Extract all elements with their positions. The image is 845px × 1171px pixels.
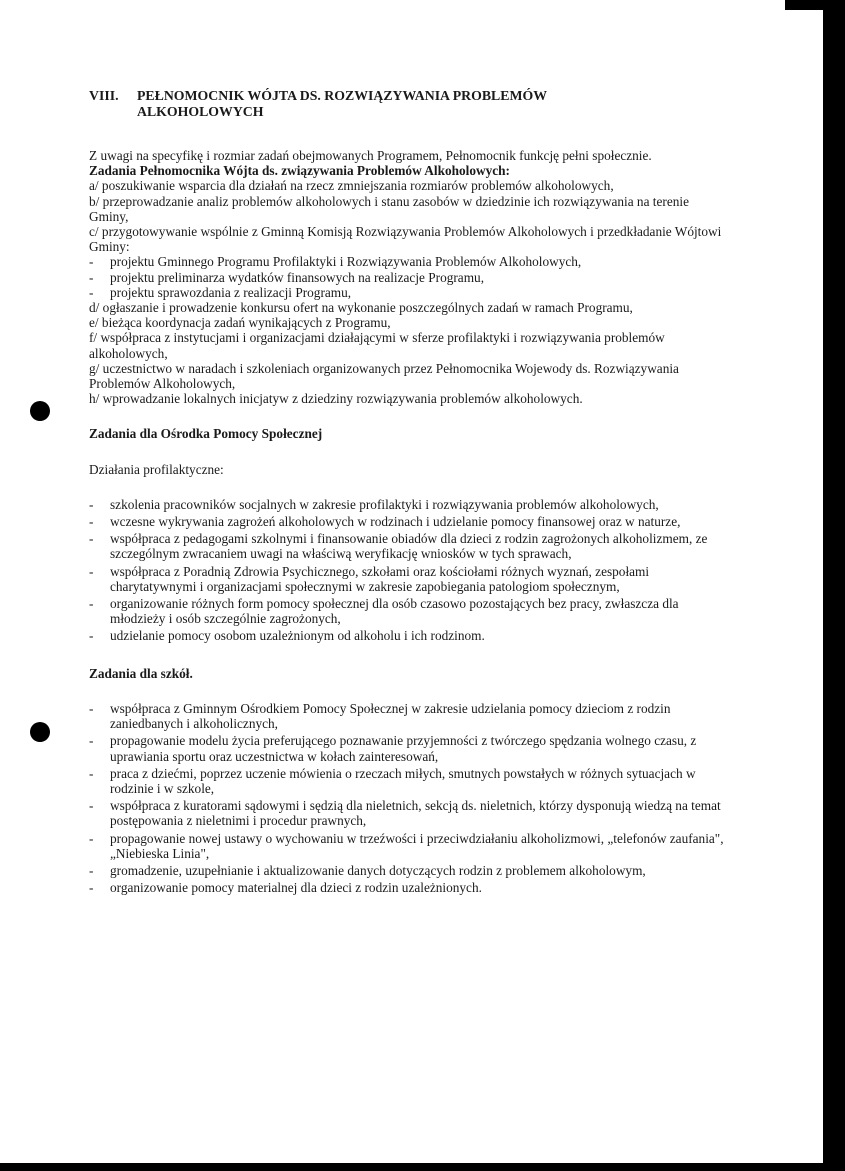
intro-paragraph: Z uwagi na specyfikę i rozmiar zadań obejmowanych Programem, Pełnomocnik funkcję pełni społecznie.: [89, 148, 652, 163]
task-c: c/ przygotowywanie wspólnie z Gminną Komisją Rozwiązywania Problemów Alkoholowych i przedkładanie Wójtowi Gminy:: [89, 224, 722, 255]
schools-task-list: [89, 701, 729, 895]
list-item: - współpraca z kuratorami sądowymi i sędzią dla nieletnich, sekcją ds. nieletnich, którzy dysponują wiedzą na temat postępowania z nieletnimi i procedur prawnych,: [89, 798, 729, 828]
scan-edge-right: [823, 0, 845, 1171]
section-title: PEŁNOMOCNIK WÓJTA DS. ROZWIĄZYWANIA PROBLEMÓW ALKOHOLOWYCH: [137, 88, 547, 119]
list-item: - projektu preliminarza wydatków finansowych na realizacje Programu,: [89, 270, 729, 285]
task-c-sublist: [89, 254, 729, 300]
task-e: e/ bieżąca koordynacja zadań wynikających z Programu,: [89, 315, 391, 331]
list-item: - propagowanie modelu życia preferującego poznawanie przyjemności z twórczego spędzania wolnego czasu, z uprawiania sportu oraz uczestnictwa w kołach zainteresowań,: [89, 733, 729, 763]
ops-task-list: [89, 497, 729, 644]
list-item: - udzielanie pomocy osobom uzależnionym od alkoholu i ich rodzinom.: [89, 628, 729, 643]
ops-subtitle: Działania profilaktyczne:: [89, 461, 224, 477]
task-f: f/ współpraca z instytucjami i organizacjami działającymi w sferze profilaktyki i rozwiązywania problemów alkoholowych,: [89, 330, 665, 361]
task-g: g/ uczestnictwo w naradach i szkoleniach organizowanych przez Pełnomocnika Wojewody ds. Rozwiązywania Problemów Alkoholowych,: [89, 360, 679, 392]
list-item: - szkolenia pracowników socjalnych w zakresie profilaktyki i rozwiązywania problemów alkoholowych,: [89, 497, 729, 512]
list-item: - propagowanie nowej ustawy o wychowaniu w trzeźwości i przeciwdziałaniu alkoholizmowi, „telefonów zaufania", „Niebieska Linia",: [89, 831, 729, 861]
list-item: - współpraca z Gminnym Ośrodkiem Pomocy Społecznej w zakresie udzielania pomocy dzieciom z rodzin zaniedbanych i alkoholicznych,: [89, 701, 729, 731]
list-item: - projektu Gminnego Programu Profilaktyki i Rozwiązywania Problemów Alkoholowych,: [89, 254, 729, 269]
list-item: - wczesne wykrywania zagrożeń alkoholowych w rodzinach i udzielanie pomocy finansowej oraz w naturze,: [89, 514, 729, 529]
list-item: - organizowanie pomocy materialnej dla dzieci z rodzin uzależnionych.: [89, 880, 729, 895]
list-item: - praca z dziećmi, poprzez uczenie mówienia o rzeczach miłych, smutnych powstałych w różnych sytuacjach w rodzinie i w szkole,: [89, 766, 729, 796]
list-item: - organizowanie różnych form pomocy społecznej dla osób czasowo pozostających bez pracy, zwłaszcza dla młodzieży i osób szczególnie zagrożonych,: [89, 596, 729, 626]
section-heading: [89, 88, 729, 120]
list-item: - gromadzenie, uzupełnianie i aktualizowanie danych dotyczących rodzin z problemem alkoholowym,: [89, 863, 729, 878]
task-a: a/ poszukiwanie wsparcia dla działań na rzecz zmniejszania rozmiarów problemów alkoholowych,: [89, 178, 614, 194]
plenipotentiary-tasks-title: Zadania Pełnomocnika Wójta ds. związywania Problemów Alkoholowych:: [89, 163, 510, 179]
punch-hole-bottom: [30, 722, 50, 742]
list-item: - współpraca z Poradnią Zdrowia Psychicznego, szkołami oraz kościołami różnych wyznań, zespołami charytatywnymi i organizacjami społecznymi w zakresie zapobiegania patologiom społecznym,: [89, 564, 729, 594]
task-h: h/ wprowadzanie lokalnych inicjatyw z dziedziny rozwiązywania problemów alkoholowych.: [89, 391, 583, 407]
task-d: d/ ogłaszanie i prowadzenie konkursu ofert na wykonanie poszczególnych zadań w ramach Programu,: [89, 300, 633, 316]
list-item: - współpraca z pedagogami szkolnymi i finansowanie obiadów dla dzieci z rodzin zagrożonych alkoholizmem, ze szczególnym zwracaniem uwagi na właściwą weryfikację wniosków w tych sprawach,: [89, 531, 729, 561]
punch-hole-top: [30, 401, 50, 421]
ops-tasks-title: Zadania dla Ośrodka Pomocy Społecznej: [89, 426, 323, 442]
schools-tasks-title: Zadania dla szkół.: [89, 665, 193, 681]
section-number: VIII.: [89, 88, 119, 103]
list-item: - projektu sprawozdania z realizacji Programu,: [89, 285, 729, 300]
task-b: b/ przeprowadzanie analiz problemów alkoholowych i stanu zasobów w dziedzinie ich rozwiązywania na terenie Gminy,: [89, 193, 689, 224]
scan-edge-bottom: [0, 1163, 845, 1171]
document-page: [89, 88, 729, 897]
